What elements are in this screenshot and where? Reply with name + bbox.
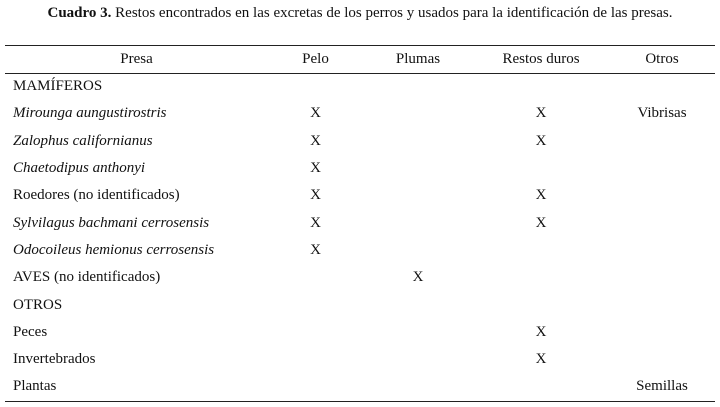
table-cell-otros	[609, 346, 715, 373]
table-cell-plumas	[363, 182, 473, 209]
table-cell-otros: Semillas	[636, 378, 688, 395]
table-cell-presa: Roedores (no identificados)	[13, 187, 180, 204]
prey-remains-table	[5, 46, 715, 401]
table-header-row	[5, 46, 715, 73]
table-cell-otros	[609, 319, 715, 346]
table-cell-restos-duros	[473, 291, 609, 318]
table-cell-otros	[609, 209, 715, 236]
table-cell-pelo	[268, 346, 363, 373]
table-cell-plumas	[363, 128, 473, 155]
table-body	[5, 73, 715, 401]
table-caption	[12, 4, 708, 23]
table-cell-otros	[609, 128, 715, 155]
table-cell-pelo	[268, 319, 363, 346]
table-row	[5, 264, 715, 291]
table-cell-plumas	[363, 73, 473, 100]
table-cell-plumas	[363, 291, 473, 318]
table-cell-restos-duros: X	[535, 132, 547, 149]
table-row	[5, 155, 715, 182]
table-cell-restos-duros: X	[535, 214, 547, 231]
table-cell-plumas	[363, 373, 473, 400]
table-cell-presa: Plantas	[13, 378, 57, 395]
table-cell-presa: MAMÍFEROS	[13, 78, 103, 95]
table-row	[5, 73, 715, 100]
table-cell-presa: Invertebrados	[13, 351, 96, 368]
table-cell-pelo: X	[310, 214, 321, 231]
table-row	[5, 291, 715, 318]
table-cell-otros	[609, 155, 715, 182]
table-cell-presa: AVES (no identificados)	[13, 269, 161, 286]
column-header-presa: Presa	[120, 51, 153, 67]
table-cell-restos-duros: X	[535, 323, 547, 340]
table-cell-plumas	[363, 237, 473, 264]
table-row	[5, 182, 715, 209]
table-cell-pelo: X	[310, 132, 321, 149]
caption-text: Restos encontrados en las excretas de los perros y usados para la identificación de las presas.	[111, 5, 673, 21]
table-row	[5, 373, 715, 400]
table-cell-pelo	[268, 291, 363, 318]
table-cell-restos-duros: X	[535, 105, 547, 122]
table-cell-presa: Mirounga aungustirostris	[13, 105, 167, 122]
table-cell-pelo: X	[310, 187, 321, 204]
table-row	[5, 346, 715, 373]
table-cell-pelo	[268, 264, 363, 291]
table-cell-plumas	[363, 319, 473, 346]
column-header-plumas: Plumas	[395, 51, 441, 67]
table-cell-plumas	[363, 209, 473, 236]
table-row	[5, 100, 715, 127]
table-cell-pelo: X	[310, 160, 321, 177]
table-cell-restos-duros	[473, 373, 609, 400]
table-cell-plumas	[363, 155, 473, 182]
table-cell-pelo	[268, 373, 363, 400]
table-cell-restos-duros	[473, 73, 609, 100]
column-header-pelo: Pelo	[302, 51, 329, 67]
column-header-otros: Otros	[645, 51, 679, 67]
table-cell-otros: Vibrisas	[637, 105, 687, 122]
table-cell-restos-duros: X	[535, 351, 547, 368]
table-row	[5, 319, 715, 346]
table-cell-presa: Sylvilagus bachmani cerrosensis	[13, 214, 210, 231]
table-cell-presa: OTROS	[13, 296, 63, 313]
table-row	[5, 237, 715, 264]
table-cell-pelo	[268, 73, 363, 100]
table-cell-otros	[609, 237, 715, 264]
table-cell-presa: Chaetodipus anthonyi	[13, 160, 146, 177]
table-cell-restos-duros	[473, 264, 609, 291]
caption-label: Cuadro 3.	[47, 5, 112, 21]
table-cell-restos-duros	[473, 237, 609, 264]
table-cell-plumas	[363, 346, 473, 373]
table-cell-plumas	[363, 100, 473, 127]
table-cell-otros	[609, 291, 715, 318]
table-cell-presa: Peces	[13, 323, 48, 340]
table-bottom-rule	[5, 401, 715, 402]
table-cell-restos-duros: X	[535, 187, 547, 204]
table-cell-pelo: X	[310, 105, 321, 122]
table-cell-pelo: X	[310, 241, 321, 258]
table-row	[5, 128, 715, 155]
table-cell-otros	[609, 182, 715, 209]
table-cell-otros	[609, 73, 715, 100]
column-header-restos-duros: Restos duros	[502, 51, 580, 67]
table-cell-otros	[609, 264, 715, 291]
table-cell-presa: Odocoileus hemionus cerrosensis	[13, 241, 215, 258]
table-cell-presa: Zalophus californianus	[13, 132, 153, 149]
table-cell-plumas: X	[412, 269, 424, 286]
table-cell-restos-duros	[473, 155, 609, 182]
table-row	[5, 209, 715, 236]
